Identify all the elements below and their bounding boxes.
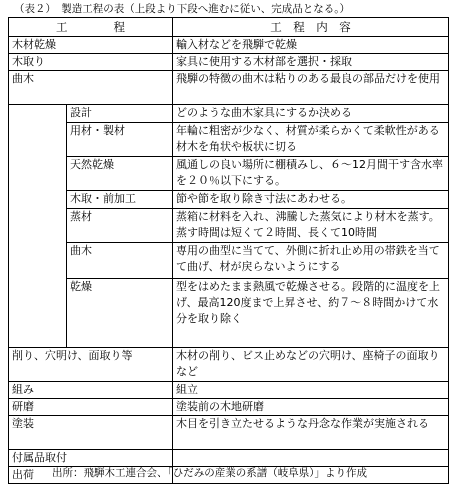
subprocess-cell: 曲木 (67, 243, 173, 279)
content-cell: 組立 (173, 382, 449, 399)
subprocess-cell: 木取・前加工 (67, 191, 173, 209)
content-cell: 塗装前の木地研磨 (173, 399, 449, 416)
process-cell: 曲木 (9, 71, 173, 105)
table-row (9, 157, 449, 191)
table-row (9, 348, 449, 382)
source-note: 出所：飛騨木工連合会、「ひだみの産業の系譜（岐阜県）」より作成 (52, 467, 367, 479)
table-row (9, 382, 449, 399)
table-caption-text: （表２） 製造工程の表（上段より下段へ進むに従い、完成品となる。） (14, 3, 350, 15)
content-cell: 蒸箱に材料を入れ、沸騰した蒸気により材木を蒸す。蒸す時間は短くて２時間、長くて10時間 (173, 209, 449, 243)
content-cell: 木材の削り、ビス止めなどの穴明け、座椅子の面取りなど (173, 348, 449, 382)
table-row (9, 123, 449, 157)
process-cell: 削り、穴明け、面取り等 (9, 348, 173, 382)
table-caption (0, 1, 452, 17)
header-process: 工 程 (9, 18, 173, 37)
process-cell: 木材乾燥 (9, 37, 173, 54)
header-content: 工 程 内 容 (173, 18, 449, 37)
content-cell: 専用の曲型に当てて、外側に折れ止め用の帯鉄を当てて曲げ、材が戻らないようにする (173, 243, 449, 279)
table-row (9, 399, 449, 416)
table-row (9, 279, 449, 348)
table-row (9, 450, 449, 467)
process-cell: 研磨 (9, 399, 173, 416)
subprocess-cell: 用材・製材 (67, 123, 173, 157)
content-cell: どのような曲木家具にするか決める (173, 105, 449, 123)
subprocess-cell: 乾燥 (67, 279, 173, 348)
process-cell: 付属品取付 (9, 450, 173, 467)
table-header-row (9, 18, 449, 37)
subprocess-cell: 設計 (67, 105, 173, 123)
content-cell: 風通しの良い場所に棚積みし、６～12月間干す含水率を２０％以下にする。 (173, 157, 449, 191)
table-row (9, 243, 449, 279)
indent-spacer-cell (9, 105, 67, 348)
table-row (9, 191, 449, 209)
content-cell: 木目を引き立たせるような丹念な作業が実施される (173, 416, 449, 450)
table-row (9, 71, 449, 105)
content-cell: 輸入材などを飛騨で乾燥 (173, 37, 449, 54)
content-cell: 型をはめたまま熱風で乾燥させる。段階的に温度を上げ、最高120度まで上昇させ、約７～８時間かけて水分を取り除く (173, 279, 449, 348)
table-row (9, 54, 449, 71)
content-cell: 節や節を取り除き寸法にあわせる。 (173, 191, 449, 209)
table-row (9, 416, 449, 450)
content-cell: 年輪に粗密が少なく、材質が柔らかくて柔軟性がある材木を角状や板状に切る (173, 123, 449, 157)
manufacturing-process-table (8, 17, 449, 484)
content-cell: 飛騨の特徴の曲木は粘りのある最良の部品だけを使用 (173, 71, 449, 105)
subprocess-cell: 天然乾燥 (67, 157, 173, 191)
content-cell: 家具に使用する木材部を選択・採取 (173, 54, 449, 71)
process-cell: 塗装 (9, 416, 173, 450)
table-row (9, 37, 449, 54)
process-cell: 組み (9, 382, 173, 399)
content-cell (173, 450, 449, 467)
table-row (9, 209, 449, 243)
table-row (9, 105, 449, 123)
subprocess-cell: 蒸材 (67, 209, 173, 243)
process-cell: 木取り (9, 54, 173, 71)
process-cell: 出荷 (9, 467, 173, 484)
